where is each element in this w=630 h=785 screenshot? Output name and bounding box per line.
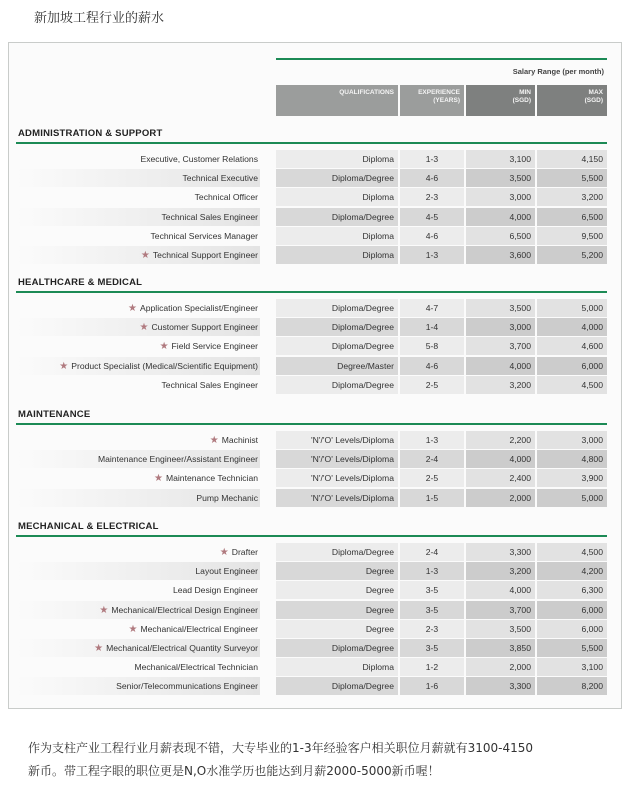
page-title: 新加坡工程行业的薪水: [34, 11, 165, 26]
header-min-label: MIN: [519, 89, 531, 96]
job-title: Maintenance Technician: [165, 473, 258, 484]
min-salary-cell: 3,200: [466, 562, 535, 580]
max-salary-cell: 5,200: [537, 246, 607, 264]
header-max: [537, 85, 607, 116]
qualification-cell: Degree: [276, 620, 398, 638]
experience-cell: 1-2: [400, 658, 464, 676]
job-title: Customer Support Engineer: [151, 322, 258, 333]
job-title-cell: [16, 150, 260, 168]
section-title: HEALTHCARE & MEDICAL: [18, 277, 143, 288]
job-title-cell: [16, 208, 260, 226]
table-row: [16, 227, 607, 246]
max-salary-cell: 5,500: [537, 169, 607, 187]
job-title: Drafter: [231, 547, 258, 557]
experience-cell: 3-5: [400, 601, 464, 619]
qualification-cell: Degree: [276, 601, 398, 619]
max-salary-cell: 6,000: [537, 357, 607, 375]
caption: [28, 737, 628, 783]
experience-cell: 1-3: [400, 150, 464, 168]
qualification-cell: Diploma: [276, 658, 398, 676]
experience-cell: 4-6: [400, 357, 464, 375]
caption-line-1: 作为支柱产业工程行业月薪表现不错，大专毕业的1-3年经验客户相关职位月薪就有3100-4150: [28, 741, 534, 755]
qualification-cell: Diploma: [276, 227, 398, 245]
experience-cell: 2-3: [400, 188, 464, 206]
qualification-cell: 'N'/'O' Levels/Diploma: [276, 450, 398, 468]
job-title-cell: [16, 658, 260, 676]
table-row: [16, 581, 607, 600]
experience-cell: 4-7: [400, 299, 464, 317]
table-row: [16, 639, 607, 658]
header-max-unit: (SGD): [584, 97, 603, 104]
min-salary-cell: 3,300: [466, 543, 535, 561]
job-title: Senior/Telecommunications Engineer: [116, 681, 258, 692]
header-rule: [276, 58, 607, 60]
salary-range-label: Salary Range (per month): [512, 67, 604, 76]
min-salary-cell: 4,000: [466, 581, 535, 599]
job-title-cell: [16, 677, 260, 695]
section-title: MECHANICAL & ELECTRICAL: [18, 521, 159, 532]
max-salary-cell: 4,000: [537, 318, 607, 336]
job-title-cell: [16, 357, 260, 375]
job-title-cell: [16, 431, 260, 449]
star-icon: ★: [219, 547, 229, 558]
experience-cell: 1-3: [400, 431, 464, 449]
job-title-cell: [16, 581, 260, 599]
experience-cell: 4-6: [400, 169, 464, 187]
min-salary-cell: 3,600: [466, 246, 535, 264]
section-rule: [16, 535, 607, 537]
min-salary-cell: 6,500: [466, 227, 535, 245]
qualification-cell: Diploma: [276, 246, 398, 264]
min-salary-cell: 3,500: [466, 299, 535, 317]
job-title-cell: [16, 620, 260, 638]
min-salary-cell: 3,500: [466, 169, 535, 187]
job-title: Maintenance Engineer/Assistant Engineer: [97, 454, 258, 465]
min-salary-cell: 3,000: [466, 188, 535, 206]
section-rule: [16, 142, 607, 144]
job-title: Executive, Customer Relations: [140, 154, 258, 164]
job-title: Layout Engineer: [195, 566, 258, 577]
max-salary-cell: 4,150: [537, 150, 607, 168]
experience-cell: 1-3: [400, 246, 464, 264]
job-title: Field Service Engineer: [171, 341, 258, 352]
qualification-cell: Diploma/Degree: [276, 318, 398, 336]
min-salary-cell: 3,700: [466, 601, 535, 619]
qualification-cell: Diploma/Degree: [276, 677, 398, 695]
job-title-cell: [16, 318, 260, 336]
job-title-cell: [16, 489, 260, 507]
min-salary-cell: 2,400: [466, 469, 535, 487]
experience-cell: 5-8: [400, 337, 464, 355]
header-qualifications-label: QUALIFICATIONS: [339, 89, 394, 96]
table-row: [16, 489, 607, 508]
header-experience-label: EXPERIENCE: [418, 89, 460, 96]
qualification-cell: Diploma: [276, 188, 398, 206]
qualification-cell: Degree/Master: [276, 357, 398, 375]
max-salary-cell: 5,000: [537, 299, 607, 317]
max-salary-cell: 4,500: [537, 376, 607, 394]
section-rule: [16, 291, 607, 293]
job-title: Technical Officer: [194, 192, 258, 203]
experience-cell: 4-6: [400, 227, 464, 245]
max-salary-cell: 8,200: [537, 677, 607, 695]
experience-cell: 2-4: [400, 450, 464, 468]
qualification-cell: 'N'/'O' Levels/Diploma: [276, 431, 398, 449]
min-salary-cell: 3,200: [466, 376, 535, 394]
star-icon: ★: [153, 473, 163, 485]
experience-cell: 2-5: [400, 376, 464, 394]
table-row: [16, 318, 607, 337]
job-title: Product Specialist (Medical/Scientific Equipment): [71, 360, 258, 371]
star-icon: ★: [99, 604, 109, 616]
job-title-cell: [16, 299, 260, 317]
job-title-cell: [16, 169, 260, 187]
qualification-cell: Diploma/Degree: [276, 208, 398, 226]
caption-line-2: 新币。带工程字眼的职位更是N,O水准学历也能达到月薪2000-5000新币喔！: [28, 764, 440, 778]
header-min: [466, 85, 535, 116]
qualification-cell: Diploma/Degree: [276, 169, 398, 187]
experience-cell: 3-5: [400, 581, 464, 599]
header-experience: [400, 85, 464, 116]
star-icon: ★: [209, 435, 219, 446]
experience-cell: 1-6: [400, 677, 464, 695]
max-salary-cell: 3,000: [537, 431, 607, 449]
qualification-cell: Diploma/Degree: [276, 299, 398, 317]
table-row: [16, 150, 607, 169]
section-title: MAINTENANCE: [18, 409, 91, 420]
job-title: Technical Sales Engineer: [161, 379, 258, 390]
job-title-cell: [16, 227, 260, 245]
experience-cell: 2-4: [400, 543, 464, 561]
table-row: [16, 601, 607, 620]
star-icon: ★: [128, 623, 138, 635]
max-salary-cell: 6,000: [537, 601, 607, 619]
max-salary-cell: 5,500: [537, 639, 607, 657]
table-row: [16, 450, 607, 469]
table-row: [16, 246, 607, 265]
experience-cell: 1-5: [400, 489, 464, 507]
min-salary-cell: 4,000: [466, 357, 535, 375]
star-icon: ★: [94, 643, 104, 654]
qualification-cell: Diploma: [276, 150, 398, 168]
min-salary-cell: 2,000: [466, 658, 535, 676]
star-icon: ★: [159, 341, 169, 353]
min-salary-cell: 3,700: [466, 337, 535, 355]
section-title: ADMINISTRATION & SUPPORT: [18, 128, 163, 139]
max-salary-cell: 3,900: [537, 469, 607, 487]
table-row: [16, 620, 607, 639]
header-max-label: MAX: [588, 89, 603, 96]
job-title-cell: [16, 246, 260, 264]
max-salary-cell: 6,300: [537, 581, 607, 599]
table-row: [16, 677, 607, 696]
max-salary-cell: 4,600: [537, 337, 607, 355]
job-title: Machinist: [221, 435, 258, 445]
table-row: [16, 376, 607, 395]
experience-cell: 3-5: [400, 639, 464, 657]
min-salary-cell: 3,000: [466, 318, 535, 336]
experience-cell: 2-3: [400, 620, 464, 638]
star-icon: ★: [128, 303, 137, 314]
table-row: [16, 658, 607, 677]
max-salary-cell: 4,500: [537, 543, 607, 561]
qualification-cell: Degree: [276, 581, 398, 599]
min-salary-cell: 3,850: [466, 639, 535, 657]
min-salary-cell: 2,000: [466, 489, 535, 507]
job-title-cell: [16, 188, 260, 206]
max-salary-cell: 9,500: [537, 227, 607, 245]
max-salary-cell: 3,200: [537, 188, 607, 206]
qualification-cell: Diploma/Degree: [276, 639, 398, 657]
job-title: Mechanical/Electrical Design Engineer: [111, 604, 258, 615]
experience-cell: 2-5: [400, 469, 464, 487]
qualification-cell: Diploma/Degree: [276, 543, 398, 561]
experience-cell: 4-5: [400, 208, 464, 226]
table-row: [16, 543, 607, 562]
table-row: [16, 169, 607, 188]
table-row: [16, 188, 607, 207]
job-title: Technical Services Manager: [150, 230, 258, 241]
min-salary-cell: 3,100: [466, 150, 535, 168]
job-title-cell: [16, 639, 260, 657]
experience-cell: 1-3: [400, 562, 464, 580]
job-title: Mechanical/Electrical Technician: [134, 662, 258, 673]
job-title: Application Specialist/Engineer: [140, 303, 258, 313]
qualification-cell: Diploma/Degree: [276, 337, 398, 355]
table-row: [16, 208, 607, 227]
qualification-cell: Degree: [276, 562, 398, 580]
min-salary-cell: 3,300: [466, 677, 535, 695]
experience-cell: 1-4: [400, 318, 464, 336]
job-title-cell: [16, 543, 260, 561]
job-title-cell: [16, 450, 260, 468]
job-title-cell: [16, 601, 260, 619]
job-title: Mechanical/Electrical Engineer: [140, 623, 258, 634]
max-salary-cell: 4,800: [537, 450, 607, 468]
table-row: [16, 431, 607, 450]
max-salary-cell: 4,200: [537, 562, 607, 580]
job-title: Mechanical/Electrical Quantity Surveyor: [106, 643, 258, 653]
header-qualifications: [276, 85, 398, 116]
min-salary-cell: 4,000: [466, 208, 535, 226]
table-row: [16, 469, 607, 488]
header-min-unit: (SGD): [512, 97, 531, 104]
job-title-cell: [16, 469, 260, 487]
max-salary-cell: 5,000: [537, 489, 607, 507]
max-salary-cell: 3,100: [537, 658, 607, 676]
job-title-cell: [16, 337, 260, 355]
table-row: [16, 562, 607, 581]
table-row: [16, 299, 607, 318]
min-salary-cell: 2,200: [466, 431, 535, 449]
star-icon: ★: [59, 360, 69, 372]
job-title: Lead Design Engineer: [172, 585, 258, 596]
section-rule: [16, 423, 607, 425]
qualification-cell: 'N'/'O' Levels/Diploma: [276, 469, 398, 487]
job-title: Pump Mechanic: [196, 492, 258, 503]
job-title: Technical Executive: [182, 173, 258, 184]
job-title: Technical Support Engineer: [152, 250, 258, 260]
max-salary-cell: 6,000: [537, 620, 607, 638]
qualification-cell: Diploma/Degree: [276, 376, 398, 394]
min-salary-cell: 4,000: [466, 450, 535, 468]
qualification-cell: 'N'/'O' Levels/Diploma: [276, 489, 398, 507]
min-salary-cell: 3,500: [466, 620, 535, 638]
job-title-cell: [16, 562, 260, 580]
table-row: [16, 357, 607, 376]
job-title: Technical Sales Engineer: [161, 211, 258, 222]
table-row: [16, 337, 607, 356]
header-experience-unit: (YEARS): [433, 97, 460, 104]
star-icon: ★: [139, 322, 149, 334]
max-salary-cell: 6,500: [537, 208, 607, 226]
job-title-cell: [16, 376, 260, 394]
star-icon: ★: [140, 250, 150, 261]
